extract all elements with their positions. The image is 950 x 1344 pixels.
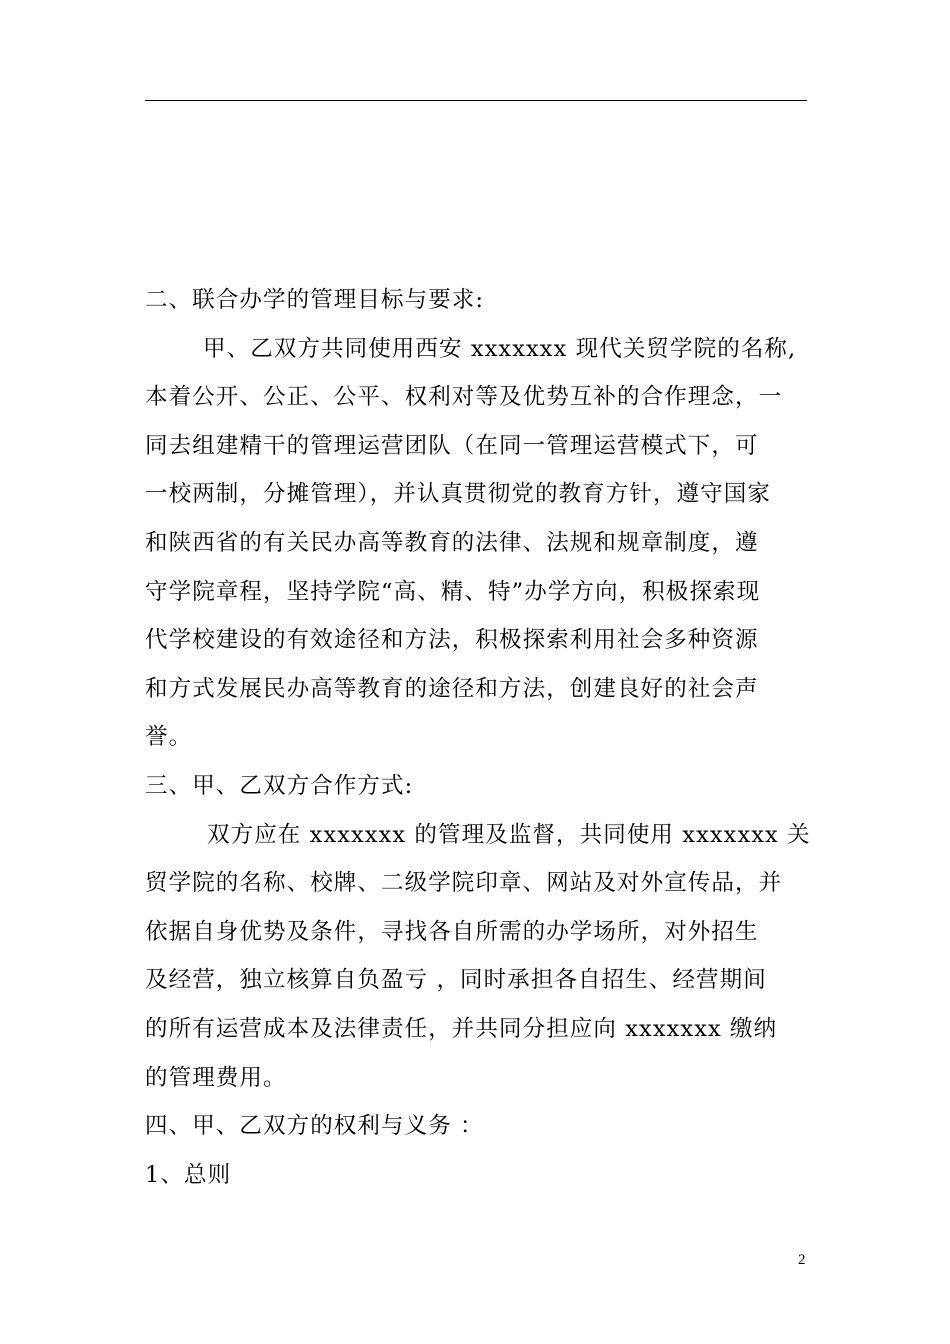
- header-rule: [145, 100, 807, 101]
- paragraph-line: 一校两制，分摊管理），并认真贯彻党的教育方针，遵守国家: [145, 481, 771, 508]
- section-2-heading: 二、联合办学的管理目标与要求:: [145, 287, 485, 313]
- paragraph-line: 和陕西省的有关民办高等教育的法律、法规和规章制度，遵: [145, 529, 759, 556]
- paragraph-line: 及经营，独立核算自负盈亏 ，同时承担各自招生、经营期间: [145, 967, 767, 994]
- paragraph-line: 的所有运营成本及法律责任，并共同分担应向 xxxxxxx 缴纳: [145, 1015, 778, 1042]
- paragraph-line: 守学院章程，坚持学院“高、精、特”办学方向，积极探索现: [145, 578, 761, 605]
- paragraph-line: 誉。: [145, 724, 193, 751]
- paragraph-line: 本着公开、公正、公平、权利对等及优势互补的合作理念，一: [145, 384, 783, 411]
- document-body: [145, 276, 813, 1199]
- paragraph-line: 贸学院的名称、校牌、二级学院印章、网站及对外宣传品，并: [145, 870, 783, 897]
- paragraph-line: 同去组建精干的管理运营团队（在同一管理运营模式下，可: [145, 432, 759, 459]
- section-3-heading: 三、甲、乙双方合作方式:: [145, 772, 414, 799]
- paragraph-line: 双方应在 xxxxxxx 的管理及监督，共同使用 xxxxxxx 关: [207, 821, 811, 848]
- paragraph-line: 代学校建设的有效途径和方法，积极探索利用社会多种资源: [145, 627, 759, 654]
- page-number: 2: [798, 1252, 806, 1268]
- section-2-paragraph: [145, 325, 813, 762]
- subsection-1-heading: 1、总则: [145, 1161, 232, 1188]
- section-3-paragraph: [145, 811, 813, 1103]
- section-4-heading: 四、甲、乙双方的权利与义务 ：: [145, 1113, 484, 1140]
- paragraph-line: 和方式发展民办高等教育的途径和方法，创建良好的社会声: [145, 675, 759, 702]
- paragraph-line: 的管理费用。: [145, 1064, 287, 1091]
- paragraph-line: 依据自身优势及条件，寻找各自所需的办学场所，对外招生: [145, 918, 759, 945]
- paragraph-line: 甲、乙双方共同使用西安 xxxxxxx 现代关贸学院的名称,: [203, 335, 797, 362]
